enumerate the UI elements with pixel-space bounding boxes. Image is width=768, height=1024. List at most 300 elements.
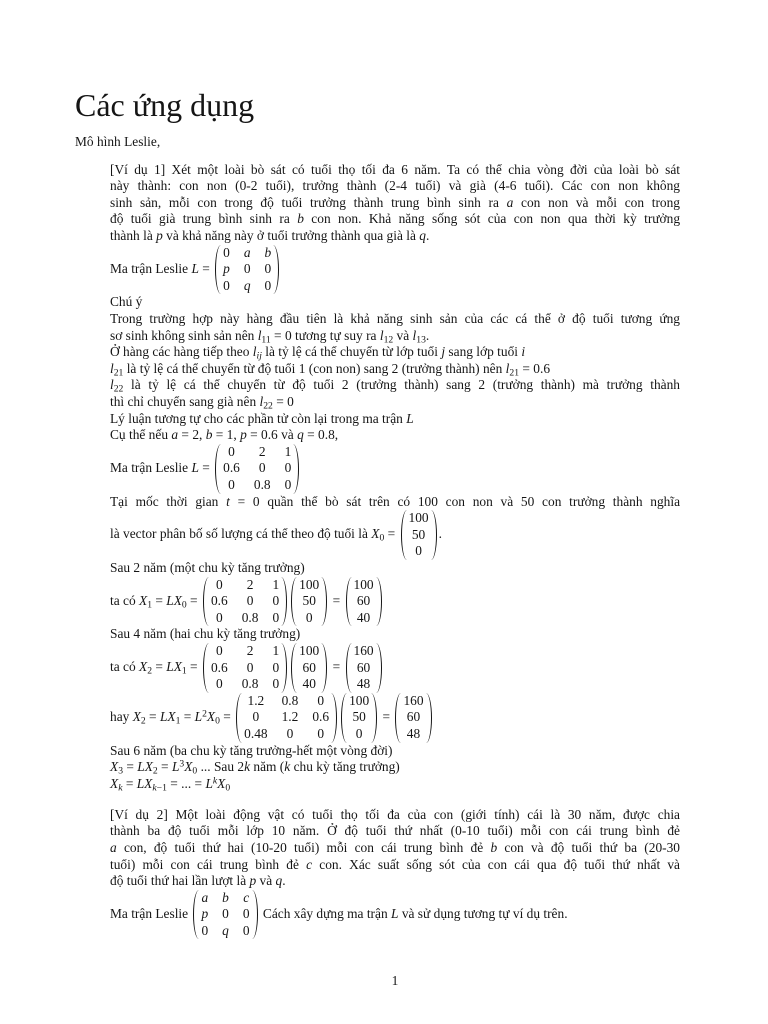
matrix-row [407, 527, 431, 544]
math-variable: a [110, 839, 117, 855]
math-variable: l [257, 327, 262, 343]
matrix-cell [199, 906, 215, 923]
math-variable: p [223, 261, 230, 277]
matrix-cell [209, 593, 235, 610]
text-run: = [198, 260, 214, 276]
math-variable: LX [159, 708, 176, 724]
math-variable: X [110, 775, 119, 791]
equation-line [110, 245, 680, 295]
matrix-cell [209, 577, 235, 594]
matrix [193, 890, 257, 940]
text-run: 0 [355, 725, 363, 741]
text-run: Tại mốc thời gian [110, 493, 227, 509]
text-run: 0 [272, 676, 280, 692]
matrix-grid [407, 510, 431, 560]
math-variable: l [412, 327, 417, 343]
right-parenthesis [293, 444, 299, 494]
equation-line [110, 643, 680, 693]
math-variable: q [297, 427, 304, 443]
matrix-cell [352, 643, 376, 660]
subscript: 21 [113, 367, 124, 379]
matrix-cell [352, 610, 376, 627]
text-run: 60 [356, 593, 371, 609]
text-line [110, 228, 680, 245]
superscript: 2 [202, 708, 207, 720]
math-variable: a [243, 244, 251, 260]
subscript: 2 [152, 765, 158, 777]
text-run: 1 [284, 443, 292, 459]
text-run: = [384, 526, 399, 542]
matrix-row [352, 643, 376, 660]
text-run: 2 [246, 642, 254, 658]
text-run: 0.6 [223, 460, 240, 476]
right-parenthesis [376, 577, 382, 627]
math-variable: j [441, 344, 446, 360]
matrix-grid [209, 643, 281, 693]
matrix-row [297, 643, 321, 660]
matrix-cell [407, 527, 431, 544]
matrix [215, 245, 279, 295]
text-line [110, 823, 680, 840]
text-run: = 0.6 và [246, 427, 298, 443]
text-run: 60 [302, 659, 316, 675]
matrix-row [352, 593, 376, 610]
text-run: 60 [406, 709, 421, 725]
matrix-row [401, 693, 425, 710]
text-run: thành ba độ tuổi mỗi lớp 10 năm. Ở độ tuổi thứ nhất (0-10 tuổi) mỗi con cái trung bình đẻ [110, 823, 680, 839]
matrix-cell [247, 477, 278, 494]
text-line [110, 759, 680, 776]
text-run: 0 [215, 676, 223, 692]
matrix-cell [235, 610, 266, 627]
text-run: con. Xác suất sống sót của con cái qua độ tuổi thứ nhất và [312, 856, 680, 872]
matrix-row [352, 610, 376, 627]
example-1 [110, 162, 680, 793]
math-variable: q [275, 873, 283, 889]
text-run: năm ( [250, 759, 285, 775]
text-run: ta có [110, 592, 139, 608]
matrix-row [347, 693, 371, 710]
subscript: 2 [147, 665, 152, 677]
matrix-cell [209, 610, 235, 627]
text-run: 0 [242, 922, 250, 938]
matrix-grid [209, 577, 281, 627]
text-line [110, 178, 680, 195]
right-parenthesis [376, 643, 382, 693]
subscript: 1 [147, 599, 152, 611]
math-variable: X [217, 775, 226, 791]
matrix-cell [199, 923, 215, 940]
matrix-cell [297, 577, 321, 594]
matrix-grid [401, 693, 425, 743]
matrix-row [242, 709, 331, 726]
matrix-row [221, 245, 273, 262]
matrix-row [199, 923, 251, 940]
text-run: và [256, 873, 276, 889]
matrix-cell [305, 709, 331, 726]
matrix-cell [209, 660, 235, 677]
matrix-row [209, 577, 281, 594]
text-run: Ma trận Leslie [110, 260, 192, 276]
math-variable: i [521, 344, 526, 360]
math-variable: L [406, 410, 414, 426]
matrix-cell [247, 460, 278, 477]
text-line [110, 857, 680, 874]
subscript: 2 [140, 715, 146, 727]
matrix-row [209, 660, 281, 677]
text-run: 100 [353, 576, 374, 592]
text-run: Ma trận Leslie [110, 905, 192, 921]
matrix-cell [305, 726, 331, 743]
subscript: −1 [156, 782, 167, 794]
matrix-cell [215, 923, 236, 940]
math-variable: L [391, 905, 399, 921]
text-line [110, 162, 680, 179]
math-variable: X [184, 759, 193, 775]
right-parenthesis [426, 693, 432, 743]
text-line [110, 427, 680, 444]
math-variable: L [191, 260, 199, 276]
matrix [346, 643, 382, 693]
text-run: Cách xây dựng ma trận [259, 905, 392, 921]
matrix-cell [401, 726, 425, 743]
text-run: hay [110, 708, 133, 724]
matrix-cell [278, 460, 294, 477]
subscript: 0 [379, 532, 385, 544]
math-variable: l [110, 360, 114, 376]
matrix-cell [297, 660, 321, 677]
text-run: [Ví dụ 2] Một loài động vật có tuổi thọ tối đa của con (giới tính) cái là 30 năm, được chia [110, 806, 680, 822]
matrix-cell [209, 676, 235, 693]
subscript: 13 [416, 334, 426, 346]
text-run: = [145, 708, 160, 724]
text-run: = 0.8, [303, 427, 339, 443]
matrix-row [221, 477, 293, 494]
text-run: 100 [408, 510, 429, 526]
matrix-grid [221, 444, 293, 494]
text-run: ta có [110, 658, 139, 674]
matrix-cell [347, 693, 371, 710]
text-run: 0 [305, 609, 313, 625]
matrix [215, 444, 299, 494]
text-run: là tỷ lệ cá thể chuyển từ lớp tuổi [261, 344, 442, 360]
matrix [291, 577, 327, 627]
text-run: 0.8 [253, 476, 271, 492]
text-run: 0 [222, 906, 229, 922]
matrix-cell [209, 643, 235, 660]
matrix-cell [237, 245, 258, 262]
matrix-row [297, 577, 321, 594]
text-run: thành là [110, 228, 157, 244]
matrix-cell [352, 577, 376, 594]
matrix-cell [352, 660, 376, 677]
math-variable: l [110, 377, 114, 393]
matrix-row [209, 643, 281, 660]
matrix-grid [297, 643, 321, 693]
math-variable: l [379, 327, 384, 343]
text-run: 50 [352, 709, 366, 725]
text-run: 48 [406, 725, 421, 741]
text-run: 0 [228, 443, 235, 459]
text-run: Ma trận Leslie [110, 459, 192, 475]
equation-line [110, 890, 680, 940]
text-run: 2 [258, 443, 266, 459]
text-run: Cụ thể nếu [110, 427, 172, 443]
matrix-cell [275, 726, 306, 743]
matrix-cell [297, 610, 321, 627]
text-run: là tỷ lệ cá thể chuyển từ độ tuổi 1 (con non) sang 2 (trưởng thành) nên [123, 360, 506, 376]
matrix-cell [236, 906, 252, 923]
matrix [346, 577, 382, 627]
matrix-cell [305, 693, 331, 710]
matrix [341, 693, 377, 743]
matrix-row [221, 261, 273, 278]
right-parenthesis [331, 693, 337, 743]
matrix-row [352, 577, 376, 594]
text-run: Sau 4 năm (hai chu kỳ tăng trưởng) [110, 626, 301, 642]
text-run: Trong trường hợp này hàng đầu tiên là khả năng sinh sản của các cá thể ở độ tuổi tương ứng [110, 311, 680, 327]
math-variable: X [139, 592, 148, 608]
math-variable: k [244, 759, 251, 775]
text-run: con và độ tuổi thứ ba (20-30 [497, 839, 681, 855]
matrix-cell [237, 278, 258, 295]
matrix-cell [265, 610, 281, 627]
text-run: 0.6 [312, 709, 330, 725]
text-run: = [157, 759, 172, 775]
text-line [110, 560, 680, 577]
matrix-cell [235, 593, 266, 610]
text-run: = [379, 708, 394, 724]
text-run: 0 [223, 244, 230, 260]
matrix-grid [347, 693, 371, 743]
text-line [110, 494, 680, 511]
math-variable: l [505, 360, 510, 376]
text-run: tuổi) mỗi con cái trung bình đẻ [110, 856, 307, 872]
math-variable: L [194, 708, 203, 724]
subscript: 22 [263, 400, 273, 412]
matrix-row [199, 890, 251, 907]
text-line [110, 311, 680, 328]
text-line [110, 344, 680, 361]
matrix-cell [258, 245, 274, 262]
text-line [110, 361, 680, 378]
text-run: 0 [317, 725, 325, 741]
matrix-row [401, 709, 425, 726]
matrix-cell [242, 693, 274, 710]
matrix-cell [297, 643, 321, 660]
text-run: 0 [272, 609, 280, 625]
matrix-cell [221, 278, 237, 295]
matrix-cell [407, 543, 431, 560]
right-parenthesis [273, 245, 279, 295]
text-run: 0 [317, 692, 325, 708]
text-run: 0 [246, 659, 254, 675]
matrix-cell [265, 643, 281, 660]
math-variable: a [171, 427, 179, 443]
text-run: . [425, 228, 430, 244]
text-run: = [329, 658, 344, 674]
text-run: ... Sau 2 [197, 759, 245, 775]
matrix-cell [265, 660, 281, 677]
text-run: 40 [302, 676, 316, 692]
text-run: 0 [242, 906, 250, 922]
subscript-variable: ij [256, 350, 262, 362]
right-parenthesis [321, 577, 327, 627]
text-run: 100 [299, 642, 320, 658]
matrix-row [407, 510, 431, 527]
equation-line [110, 577, 680, 627]
text-run: 0 [228, 476, 235, 492]
matrix-cell [215, 890, 236, 907]
subscript: 0 [181, 599, 187, 611]
text-run: = [123, 759, 138, 775]
text-run: = [122, 775, 137, 791]
text-run: 0 [284, 476, 292, 492]
text-run: 60 [356, 659, 371, 675]
text-run: 0 [272, 593, 280, 609]
text-line [110, 840, 680, 857]
right-parenthesis [281, 577, 287, 627]
subscript: 1 [181, 665, 187, 677]
math-variable: LX [166, 592, 182, 608]
matrix-cell [401, 693, 425, 710]
matrix-grid [221, 245, 273, 295]
matrix-cell [235, 577, 266, 594]
text-run: sơ sinh không sinh sản nên [110, 327, 258, 343]
text-run: 1.2 [281, 709, 299, 725]
text-run: Sau 6 năm (ba chu kỳ tăng trưởng-hết một vòng đời) [110, 742, 393, 758]
matrix-row [352, 676, 376, 693]
matrix-cell [297, 593, 321, 610]
matrix-cell [407, 510, 431, 527]
matrix-cell [242, 726, 274, 743]
section-body [110, 162, 680, 940]
matrix-cell [236, 890, 252, 907]
text-run: 1 [272, 642, 280, 658]
matrix-cell [278, 444, 294, 461]
math-variable: b [222, 889, 229, 905]
text-run: Lý luận tương tự cho các phần tử còn lại trong ma trận [110, 410, 407, 426]
matrix-cell [352, 676, 376, 693]
text-run: 0 [284, 460, 292, 476]
text-run: = 0.6 [519, 360, 551, 376]
subscript: 12 [383, 334, 394, 346]
text-line [110, 743, 680, 760]
matrix-row [209, 676, 281, 693]
text-line [110, 873, 680, 890]
math-variable: a [506, 194, 514, 210]
subscript: 0 [225, 782, 231, 794]
text-run: 48 [356, 676, 371, 692]
matrix-cell [347, 726, 371, 743]
matrix-row [297, 593, 321, 610]
matrix-cell [275, 709, 306, 726]
matrix-row [221, 444, 293, 461]
math-variable: p [249, 873, 257, 889]
right-parenthesis [321, 643, 327, 693]
text-line [110, 377, 680, 394]
matrix-cell [347, 709, 371, 726]
text-line [110, 294, 680, 311]
text-run: = 1, [212, 427, 241, 443]
text-run: = 0 quần thể bò sát trên có 100 con non và 50 con trưởng thành nghĩa [229, 493, 681, 509]
matrix-cell [258, 278, 274, 295]
matrix-cell [199, 890, 215, 907]
text-run: sang lớp tuổi [445, 344, 522, 360]
math-variable: X [206, 708, 216, 724]
right-parenthesis [252, 890, 258, 940]
math-variable: L [191, 459, 199, 475]
math-variable: q [419, 228, 426, 244]
math-variable: c [306, 856, 313, 872]
text-run: 0 [243, 261, 251, 277]
text-run: = [186, 658, 201, 674]
text-run: 0 [215, 576, 223, 592]
equation-line [110, 444, 680, 494]
text-line [110, 394, 680, 411]
math-variable: X [371, 526, 380, 542]
matrix-cell [221, 460, 247, 477]
text-line [110, 211, 680, 228]
matrix-cell [221, 444, 247, 461]
text-run: thì chỉ chuyển sang già nên [110, 394, 260, 410]
subscript: 11 [261, 334, 271, 346]
math-variable: a [201, 889, 209, 905]
matrix-cell [242, 709, 274, 726]
subscript: 3 [118, 765, 123, 777]
matrix-cell [235, 660, 266, 677]
text-run: 2 [246, 576, 254, 592]
math-variable: LX [166, 658, 182, 674]
matrix-cell [235, 676, 266, 693]
text-run: Sau 2 năm (một chu kỳ tăng trưởng) [110, 559, 305, 575]
matrix-row [209, 610, 281, 627]
math-variable: t [226, 493, 230, 509]
matrix-cell [221, 477, 247, 494]
matrix-row [221, 460, 293, 477]
text-run: 0.8 [241, 676, 259, 692]
subscript: 0 [215, 715, 220, 727]
subscript-variable: k [118, 782, 123, 794]
matrix [395, 693, 431, 743]
text-line [110, 328, 680, 345]
text-run: 0 [215, 642, 223, 658]
matrix-row [221, 278, 273, 295]
text-run: 0 [246, 593, 254, 609]
text-run: . [282, 873, 286, 889]
right-parenthesis [281, 643, 287, 693]
text-run: 1 [272, 576, 280, 592]
text-run: = [180, 708, 195, 724]
text-run: 1.2 [247, 692, 265, 708]
math-variable: c [243, 889, 250, 905]
text-run: Chú ý [110, 294, 143, 310]
math-variable: X [132, 708, 141, 724]
text-run: = ... = [166, 775, 206, 791]
text-line [110, 195, 680, 212]
text-run: và [393, 327, 413, 343]
text-run: độ tuổi già trung bình sinh ra [110, 211, 298, 227]
text-run: 0 [415, 543, 422, 559]
text-run: . [425, 327, 430, 343]
matrix-cell [237, 261, 258, 278]
matrix-cell [215, 906, 236, 923]
matrix [203, 577, 287, 627]
page-number: 1 [391, 972, 399, 988]
subscript: 0 [192, 765, 198, 777]
matrix-cell [235, 643, 266, 660]
text-run: này thành: con non (0-2 tuổi), trưởng thành (2-4 tuổi) và già (4-6 tuổi). Các con non không [110, 178, 680, 194]
